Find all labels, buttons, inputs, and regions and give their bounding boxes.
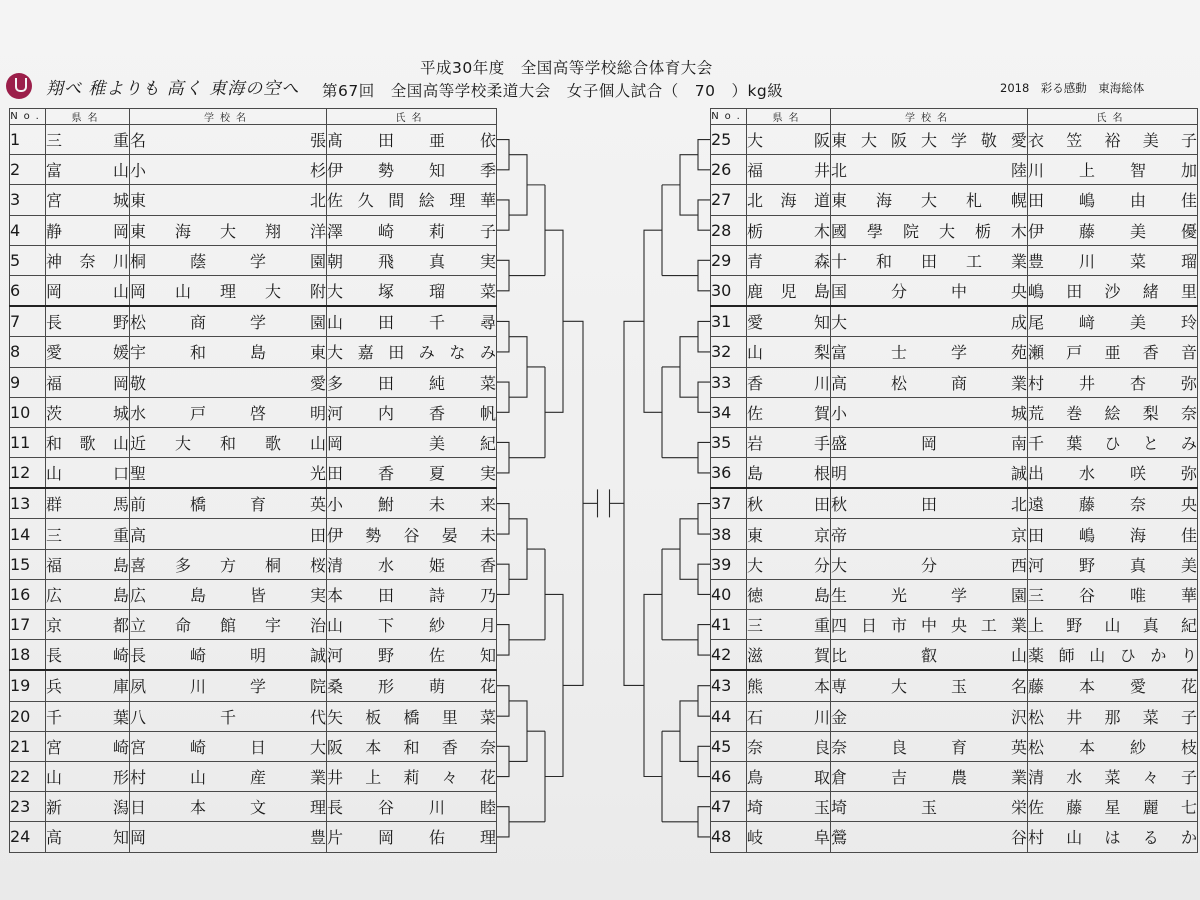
entry-prefecture: 三 重 (46, 125, 130, 155)
entry-athlete-name: 岡 美 紀 (327, 427, 497, 457)
entry-prefecture: 佐 賀 (747, 397, 831, 427)
entry-number: 36 (711, 458, 747, 489)
entry-athlete-name: 山 田 千 尋 (327, 306, 497, 337)
entry-number: 8 (10, 337, 46, 367)
column-pref: 県名 (747, 109, 831, 125)
bracket-line (624, 321, 644, 685)
bracket-line (698, 686, 710, 716)
table-row (10, 761, 497, 791)
entry-number: 45 (711, 731, 747, 761)
entry-school: 鶯 谷 (831, 822, 1028, 852)
entry-prefecture: 鹿 児 島 (747, 275, 831, 306)
entry-school: 岡 山 理 大 附 (130, 275, 327, 306)
entry-school: 東 北 (130, 185, 327, 215)
table-row (10, 822, 497, 852)
entry-school: 国 分 中 央 (831, 275, 1028, 306)
entry-prefecture: 香 川 (747, 367, 831, 397)
entry-prefecture: 三 重 (747, 610, 831, 640)
table-header-row (10, 109, 497, 125)
entry-athlete-name: 瀬 戸 亜 香 音 (1028, 337, 1198, 367)
entry-number: 32 (711, 337, 747, 367)
entry-school: 広 島 皆 実 (130, 579, 327, 609)
table-row (711, 275, 1198, 306)
entry-school: 生 光 学 園 (831, 579, 1028, 609)
bracket-line (497, 140, 509, 170)
entry-prefecture: 千 葉 (46, 701, 130, 731)
entry-prefecture: 大 阪 (747, 125, 831, 155)
entry-athlete-name: 遠 藤 奈 央 (1028, 488, 1198, 519)
entry-school: 埼 玉 栄 (831, 792, 1028, 822)
entry-prefecture: 茨 城 (46, 397, 130, 427)
bracket-line (497, 200, 509, 230)
entry-athlete-name: 伊 藤 美 優 (1028, 215, 1198, 245)
entry-prefecture: 静 岡 (46, 215, 130, 245)
table-row (10, 306, 497, 337)
entry-school: 喜 多 方 桐 桜 (130, 549, 327, 579)
bracket-line (497, 504, 509, 534)
table-row (10, 701, 497, 731)
table-row (10, 640, 497, 671)
entry-prefecture: 秋 田 (747, 488, 831, 519)
table-row (711, 792, 1198, 822)
bracket-line (680, 337, 698, 398)
table-row (711, 306, 1198, 337)
table-row (711, 367, 1198, 397)
entry-school: 明 誠 (831, 458, 1028, 489)
bracket-line (680, 155, 698, 215)
entries-table-right (710, 108, 1198, 853)
entry-athlete-name: 本 田 詩 乃 (327, 579, 497, 609)
entry-school: 大 分 西 (831, 549, 1028, 579)
entry-prefecture: 高 知 (46, 822, 130, 852)
entry-athlete-name: 澤 崎 莉 子 (327, 215, 497, 245)
bracket-line (644, 594, 662, 776)
entry-number: 47 (711, 792, 747, 822)
entry-number: 31 (711, 306, 747, 337)
table-row (10, 397, 497, 427)
entry-school: 名 張 (130, 125, 327, 155)
entry-prefecture: 三 重 (46, 519, 130, 549)
bracket-line (509, 155, 527, 215)
table-row (711, 640, 1198, 671)
entry-school: 宇 和 島 東 (130, 337, 327, 367)
entry-number: 13 (10, 488, 46, 519)
table-row (10, 792, 497, 822)
entry-athlete-name: 松 井 那 菜 子 (1028, 701, 1198, 731)
entry-number: 6 (10, 275, 46, 306)
entry-athlete-name: 衣 笠 裕 美 子 (1028, 125, 1198, 155)
bracket-line (497, 260, 509, 290)
entry-athlete-name: 三 谷 唯 華 (1028, 579, 1198, 609)
entry-number: 44 (711, 701, 747, 731)
entry-number: 19 (10, 670, 46, 701)
entry-athlete-name: 田 香 夏 実 (327, 458, 497, 489)
entry-athlete-name: 伊 勢 谷 晏 未 (327, 519, 497, 549)
entry-school: 秋 田 北 (831, 488, 1028, 519)
entry-prefecture: 長 崎 (46, 640, 130, 671)
entry-school: 村 山 産 業 (130, 761, 327, 791)
bracket-line (680, 701, 698, 762)
entry-prefecture: 広 島 (46, 579, 130, 609)
entry-school: 岡 豊 (130, 822, 327, 852)
table-row (711, 215, 1198, 245)
bracket-line (509, 701, 527, 762)
entry-prefecture: 富 山 (46, 155, 130, 185)
entry-prefecture: 滋 賀 (747, 640, 831, 671)
entry-prefecture: 岐 阜 (747, 822, 831, 852)
table-row (10, 245, 497, 275)
entry-number: 41 (711, 610, 747, 640)
entry-number: 9 (10, 367, 46, 397)
bracket-line (644, 230, 662, 412)
entry-prefecture: 和 歌 山 (46, 427, 130, 457)
entry-number: 5 (10, 245, 46, 275)
bracket-line (698, 200, 710, 230)
column-name: 氏名 (1028, 109, 1198, 125)
entry-prefecture: 京 都 (46, 610, 130, 640)
entry-school: 十 和 田 工 業 (831, 245, 1028, 275)
entry-school: 近 大 和 歌 山 (130, 427, 327, 457)
entry-athlete-name: 村 山 は る か (1028, 822, 1198, 852)
edition-label: 2018 彩る感動 東海総体 (1000, 81, 1145, 95)
entry-athlete-name: 井 上 莉 々 花 (327, 761, 497, 791)
entry-athlete-name: 小 鮒 未 来 (327, 488, 497, 519)
entry-school: 専 大 玉 名 (831, 670, 1028, 701)
entry-athlete-name: 村 井 杏 弥 (1028, 367, 1198, 397)
entry-number: 23 (10, 792, 46, 822)
entry-athlete-name: 清 水 菜 々 子 (1028, 761, 1198, 791)
entry-school: 北 陸 (831, 155, 1028, 185)
entry-school: 高 松 商 業 (831, 367, 1028, 397)
bracket-line (497, 746, 509, 776)
bracket-line (698, 382, 710, 412)
entry-athlete-name: 河 野 佐 知 (327, 640, 497, 671)
entry-athlete-name: 川 上 智 加 (1028, 155, 1198, 185)
entry-prefecture: 大 分 (747, 549, 831, 579)
entry-school: 東 海 大 札 幌 (831, 185, 1028, 215)
table-row (10, 579, 497, 609)
column-school: 学校名 (130, 109, 327, 125)
entry-school: 奈 良 育 英 (831, 731, 1028, 761)
entry-school: 國 學 院 大 栃 木 (831, 215, 1028, 245)
entry-prefecture: 宮 城 (46, 185, 130, 215)
table-row (711, 761, 1198, 791)
entry-athlete-name: 出 水 咲 弥 (1028, 458, 1198, 489)
table-row (711, 458, 1198, 489)
entry-school: 桐 蔭 学 園 (130, 245, 327, 275)
entry-number: 42 (711, 640, 747, 671)
bracket-line (497, 442, 509, 472)
entry-number: 35 (711, 427, 747, 457)
entry-school: 小 城 (831, 397, 1028, 427)
entry-school: 富 士 学 苑 (831, 337, 1028, 367)
entry-number: 2 (10, 155, 46, 185)
entry-number: 29 (711, 245, 747, 275)
entry-athlete-name: 尾 﨑 美 玲 (1028, 306, 1198, 337)
column-no: No. (711, 109, 747, 125)
entry-school: 松 商 学 園 (130, 306, 327, 337)
entry-number: 15 (10, 549, 46, 579)
entry-athlete-name: 多 田 純 菜 (327, 367, 497, 397)
bracket-line (509, 519, 527, 580)
table-row (711, 155, 1198, 185)
entry-number: 12 (10, 458, 46, 489)
entry-number: 4 (10, 215, 46, 245)
entry-number: 22 (10, 761, 46, 791)
entry-prefecture: 栃 木 (747, 215, 831, 245)
bracket-line (698, 260, 710, 290)
entry-prefecture: 熊 本 (747, 670, 831, 701)
entry-number: 7 (10, 306, 46, 337)
entry-number: 48 (711, 822, 747, 852)
bracket-line (698, 625, 710, 655)
entry-prefecture: 東 京 (747, 519, 831, 549)
bracket-line (698, 321, 710, 351)
entry-number: 30 (711, 275, 747, 306)
entry-school: 夙 川 学 院 (130, 670, 327, 701)
entry-athlete-name: 上 野 山 真 紀 (1028, 610, 1198, 640)
entry-athlete-name: 豊 川 菜 瑠 (1028, 245, 1198, 275)
entry-athlete-name: 伊 勢 知 季 (327, 155, 497, 185)
entry-prefecture: 山 口 (46, 458, 130, 489)
column-pref: 県名 (46, 109, 130, 125)
page-title: 平成30年度 全国高等学校総合体育大会 (420, 59, 713, 77)
entry-school: 敬 愛 (130, 367, 327, 397)
entry-athlete-name: 河 内 香 帆 (327, 397, 497, 427)
bracket-line (497, 807, 509, 837)
table-row (10, 275, 497, 306)
bracket-line (497, 564, 509, 594)
table-row (711, 701, 1198, 731)
entry-prefecture: 石 川 (747, 701, 831, 731)
table-row (10, 215, 497, 245)
table-row (711, 397, 1198, 427)
table-row (10, 519, 497, 549)
table-row (711, 125, 1198, 155)
entry-prefecture: 福 井 (747, 155, 831, 185)
entry-school: 八 千 代 (130, 701, 327, 731)
entry-athlete-name: 河 野 真 美 (1028, 549, 1198, 579)
entry-prefecture: 福 島 (46, 549, 130, 579)
bracket-line (497, 686, 509, 716)
table-row (10, 185, 497, 215)
entry-school: 四 日 市 中 央 工 業 (831, 610, 1028, 640)
bracket-line (698, 746, 710, 776)
event-subtitle: 第67回 全国高等学校柔道大会 女子個人試合（ 70 ）kg級 (322, 82, 784, 100)
entry-number: 37 (711, 488, 747, 519)
entry-prefecture: 宮 崎 (46, 731, 130, 761)
bracket-line (698, 504, 710, 534)
entry-prefecture: 島 根 (747, 458, 831, 489)
entry-prefecture: 青 森 (747, 245, 831, 275)
entry-athlete-name: 佐 久 間 絵 理 華 (327, 185, 497, 215)
bracket-line (698, 442, 710, 472)
entry-school: 宮 崎 日 大 (130, 731, 327, 761)
entry-prefecture: 岡 山 (46, 275, 130, 306)
entry-athlete-name: 田 嶋 由 佳 (1028, 185, 1198, 215)
table-row (711, 822, 1198, 852)
table-row (711, 185, 1198, 215)
table-row (10, 731, 497, 761)
entry-number: 46 (711, 761, 747, 791)
bracket-line (698, 807, 710, 837)
entry-number: 40 (711, 579, 747, 609)
table-header-row (711, 109, 1198, 125)
entry-number: 1 (10, 125, 46, 155)
entry-athlete-name: 田 嶋 海 佳 (1028, 519, 1198, 549)
table-row (711, 427, 1198, 457)
table-row (711, 337, 1198, 367)
entry-number: 17 (10, 610, 46, 640)
entry-athlete-name: 嶋 田 沙 緒 里 (1028, 275, 1198, 306)
table-row (711, 579, 1198, 609)
entry-athlete-name: 矢 板 橋 里 菜 (327, 701, 497, 731)
entry-athlete-name: 大 塚 瑠 菜 (327, 275, 497, 306)
entry-school: 帝 京 (831, 519, 1028, 549)
tournament-logo-icon (6, 73, 32, 99)
bracket-line (545, 230, 563, 412)
bracket-line (698, 140, 710, 170)
bracket-line (497, 321, 509, 351)
table-row (711, 670, 1198, 701)
entry-school: 小 杉 (130, 155, 327, 185)
entry-athlete-name: 千 葉 ひ と み (1028, 427, 1198, 457)
entry-number: 24 (10, 822, 46, 852)
entry-school: 水 戸 啓 明 (130, 397, 327, 427)
entry-school: 比 叡 山 (831, 640, 1028, 671)
table-row (711, 549, 1198, 579)
entry-prefecture: 奈 良 (747, 731, 831, 761)
entry-athlete-name: 大 嘉 田 み な み (327, 337, 497, 367)
entry-school: 金 沢 (831, 701, 1028, 731)
entry-school: 長 崎 明 誠 (130, 640, 327, 671)
entry-athlete-name: 松 本 紗 枝 (1028, 731, 1198, 761)
entry-number: 11 (10, 427, 46, 457)
bracket-line (509, 337, 527, 398)
entry-prefecture: 福 岡 (46, 367, 130, 397)
entry-school: 東 大 阪 大 学 敬 愛 (831, 125, 1028, 155)
entry-number: 20 (10, 701, 46, 731)
entry-prefecture: 山 梨 (747, 337, 831, 367)
entry-number: 34 (711, 397, 747, 427)
entry-number: 10 (10, 397, 46, 427)
entry-athlete-name: 清 水 姫 香 (327, 549, 497, 579)
entry-school: 立 命 館 宇 治 (130, 610, 327, 640)
entry-number: 28 (711, 215, 747, 245)
bracket-line (563, 321, 583, 685)
entry-school: 大 成 (831, 306, 1028, 337)
entry-school: 盛 岡 南 (831, 427, 1028, 457)
entry-athlete-name: 荒 巻 絵 梨 奈 (1028, 397, 1198, 427)
entry-athlete-name: 髙 田 亜 依 (327, 125, 497, 155)
entry-number: 26 (711, 155, 747, 185)
table-row (10, 427, 497, 457)
entry-number: 39 (711, 549, 747, 579)
entry-number: 33 (711, 367, 747, 397)
entry-athlete-name: 山 下 紗 月 (327, 610, 497, 640)
entry-prefecture: 山 形 (46, 761, 130, 791)
entry-school: 倉 吉 農 業 (831, 761, 1028, 791)
table-row (10, 337, 497, 367)
entry-prefecture: 岩 手 (747, 427, 831, 457)
entry-prefecture: 新 潟 (46, 792, 130, 822)
entry-prefecture: 愛 媛 (46, 337, 130, 367)
entry-school: 日 本 文 理 (130, 792, 327, 822)
bracket-line (680, 519, 698, 580)
entry-number: 18 (10, 640, 46, 671)
table-row (10, 670, 497, 701)
column-name: 氏名 (327, 109, 497, 125)
table-row (711, 488, 1198, 519)
entry-prefecture: 群 馬 (46, 488, 130, 519)
table-row (10, 367, 497, 397)
entry-number: 21 (10, 731, 46, 761)
entry-prefecture: 北 海 道 (747, 185, 831, 215)
table-row (10, 488, 497, 519)
column-school: 学校名 (831, 109, 1028, 125)
table-row (711, 245, 1198, 275)
entry-athlete-name: 片 岡 佑 理 (327, 822, 497, 852)
entry-prefecture: 長 野 (46, 306, 130, 337)
entry-prefecture: 愛 知 (747, 306, 831, 337)
table-row (711, 610, 1198, 640)
entry-number: 14 (10, 519, 46, 549)
entry-number: 43 (711, 670, 747, 701)
entry-athlete-name: 桑 形 萌 花 (327, 670, 497, 701)
entry-prefecture: 鳥 取 (747, 761, 831, 791)
bracket-line (497, 382, 509, 412)
entry-number: 27 (711, 185, 747, 215)
table-row (711, 519, 1198, 549)
entry-school: 東 海 大 翔 洋 (130, 215, 327, 245)
entry-athlete-name: 阪 本 和 香 奈 (327, 731, 497, 761)
entries-table-left (9, 108, 497, 853)
entry-prefecture: 徳 島 (747, 579, 831, 609)
entry-school: 聖 光 (130, 458, 327, 489)
entry-number: 3 (10, 185, 46, 215)
column-no: No. (10, 109, 46, 125)
bracket-line (497, 625, 509, 655)
entry-prefecture: 兵 庫 (46, 670, 130, 701)
entry-athlete-name: 佐 藤 星 麗 七 (1028, 792, 1198, 822)
entry-number: 38 (711, 519, 747, 549)
table-row (10, 125, 497, 155)
entry-school: 高 田 (130, 519, 327, 549)
entry-prefecture: 神 奈 川 (46, 245, 130, 275)
table-row (10, 458, 497, 489)
bracket-line (698, 564, 710, 594)
bracket-line (545, 594, 563, 776)
entry-number: 16 (10, 579, 46, 609)
table-row (10, 155, 497, 185)
entry-school: 前 橋 育 英 (130, 488, 327, 519)
entry-prefecture: 埼 玉 (747, 792, 831, 822)
slogan: 翔べ 稚よりも 高く 東海の空へ (46, 79, 300, 99)
entry-athlete-name: 藤 本 愛 花 (1028, 670, 1198, 701)
table-row (10, 549, 497, 579)
entry-athlete-name: 長 谷 川 睦 (327, 792, 497, 822)
table-row (10, 610, 497, 640)
entry-athlete-name: 朝 飛 真 実 (327, 245, 497, 275)
entry-number: 25 (711, 125, 747, 155)
entry-athlete-name: 薬 師 山 ひ か り (1028, 640, 1198, 671)
table-row (711, 731, 1198, 761)
